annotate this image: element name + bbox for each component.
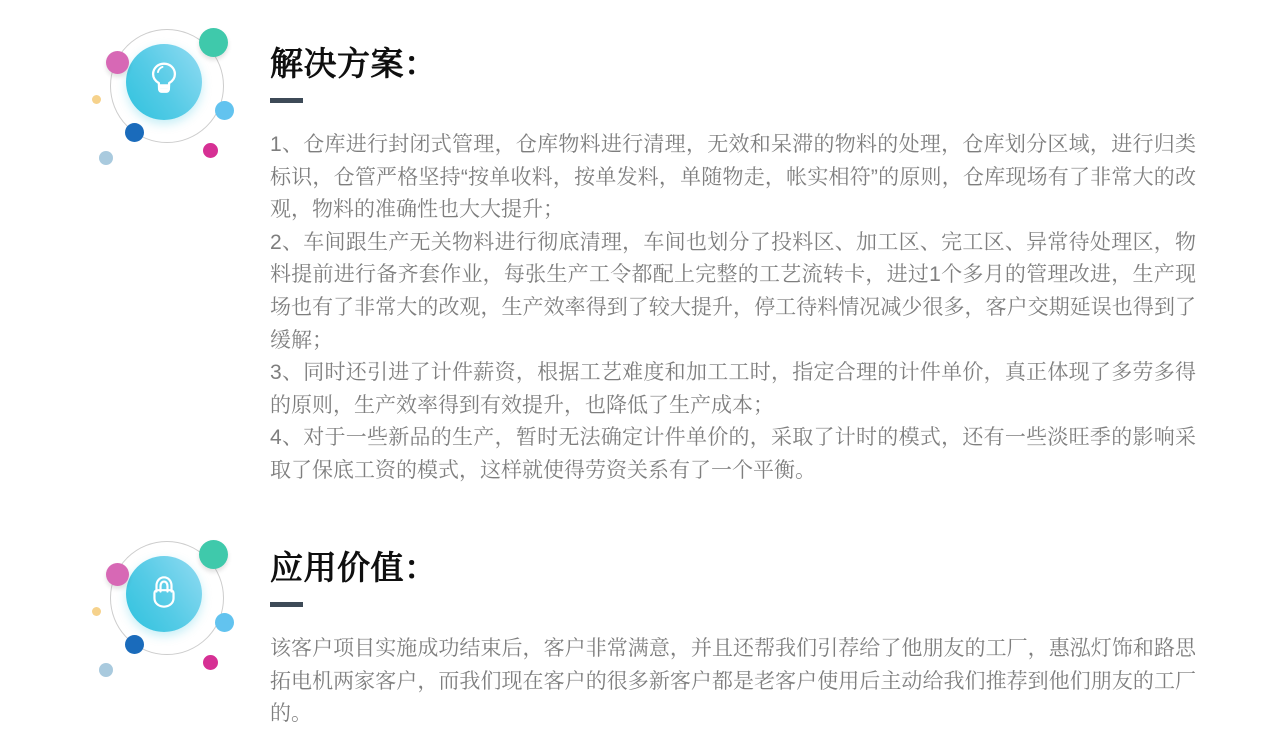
decorative-dot bbox=[92, 95, 101, 104]
decorative-dot bbox=[125, 635, 144, 654]
solution-paragraph-2: 2、车间跟生产无关物料进行彻底清理，车间也划分了投料区、加工区、完工区、异常待处理区，物料提前进行备齐套作业，每张生产工令都配上完整的工艺流转卡，进过1个多月的管理改进，生产现场也有了非常大的改观，生产效率得到了较大提升，停工待料情况减少很多，客户交期延误也得到了缓解； bbox=[270, 230, 1196, 352]
lightbulb-icon-circle bbox=[126, 44, 202, 120]
decorative-dot bbox=[106, 563, 129, 586]
decorative-dot bbox=[99, 151, 113, 165]
section-title: 解决方案： bbox=[270, 45, 438, 82]
solution-paragraph-3: 3、同时还引进了计件薪资，根据工艺难度和加工工时，指定合理的计件单价，真正体现了多劳多得的原则，生产效率得到有效提升，也降低了生产成本； bbox=[270, 361, 1196, 417]
decorative-dot bbox=[125, 123, 144, 142]
solution-content bbox=[270, 42, 1196, 488]
value-icon-group bbox=[88, 522, 248, 697]
section-title: 应用价值： bbox=[270, 549, 438, 586]
value-body bbox=[270, 633, 1196, 731]
solution-icon-group bbox=[88, 10, 248, 185]
decorative-dot bbox=[203, 655, 218, 670]
decorative-dot bbox=[99, 663, 113, 677]
decorative-dot bbox=[92, 607, 101, 616]
solution-paragraph-1: 1、仓库进行封闭式管理，仓库物料进行清理，无效和呆滞的物料的处理，仓库划分区域，进行归类标识，仓管严格坚持“按单收料，按单发料，单随物走，帐实相符”的原则，仓库现场有了非常大的改观，物料的准确性也大大提升； bbox=[270, 133, 1196, 222]
decorative-dot bbox=[215, 613, 234, 632]
decorative-dot bbox=[106, 51, 129, 74]
lock-icon-circle bbox=[126, 556, 202, 632]
decorative-dot bbox=[199, 540, 228, 569]
value-paragraph-1: 该客户项目实施成功结束后，客户非常满意，并且还帮我们引荐给了他朋友的工厂，惠泓灯饰和路思拓电机两家客户，而我们现在客户的很多新客户都是老客户使用后主动给我们推荐到他们朋友的工厂的。 bbox=[270, 637, 1196, 726]
value-content bbox=[270, 546, 1196, 731]
solution-paragraph-4: 4、对于一些新品的生产，暂时无法确定计件单价的，采取了计时的模式，还有一些淡旺季的影响采取了保底工资的模式，这样就使得劳资关系有了一个平衡。 bbox=[270, 426, 1196, 482]
decorative-dot bbox=[199, 28, 228, 57]
lock-icon bbox=[142, 570, 186, 619]
title-divider bbox=[270, 98, 303, 103]
lightbulb-icon bbox=[142, 58, 186, 107]
decorative-dot bbox=[215, 101, 234, 120]
solution-body bbox=[270, 129, 1196, 488]
title-divider bbox=[270, 602, 303, 607]
decorative-dot bbox=[203, 143, 218, 158]
